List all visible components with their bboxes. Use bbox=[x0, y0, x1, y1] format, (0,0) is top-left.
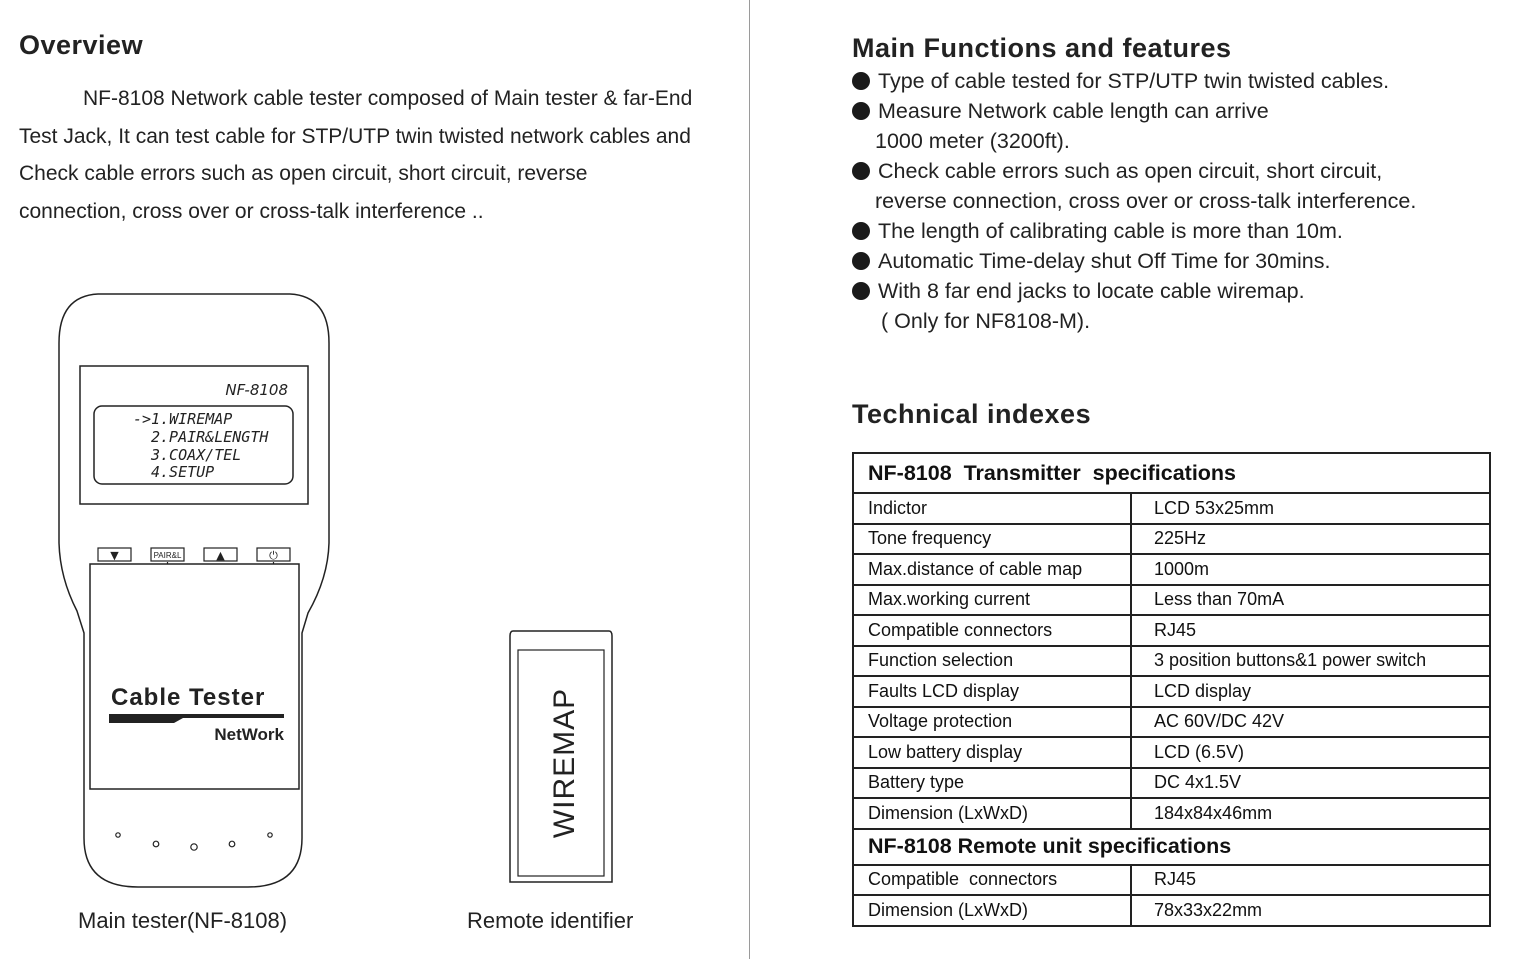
front-panel bbox=[90, 564, 299, 789]
bullet-icon bbox=[852, 102, 870, 120]
main-tester-caption: Main tester(NF-8108) bbox=[78, 908, 288, 933]
spec-key: Voltage protection bbox=[853, 707, 1131, 738]
spec-value: 184x84x46mm bbox=[1131, 798, 1490, 829]
spec-key: Dimension (LxWxD) bbox=[853, 895, 1131, 926]
remote-wiremap-label: WIREMAP bbox=[548, 687, 581, 839]
table-row bbox=[853, 676, 1490, 707]
table-row bbox=[853, 646, 1490, 677]
spec-value: Less than 70mA bbox=[1131, 585, 1490, 616]
remote-identifier-illustration bbox=[509, 630, 613, 884]
features-heading: Main Functions and features bbox=[852, 33, 1232, 63]
left-page bbox=[0, 0, 750, 959]
features-list bbox=[852, 66, 1522, 336]
main-tester-illustration bbox=[58, 293, 330, 889]
table-row bbox=[853, 585, 1490, 616]
spec-value: 78x33x22mm bbox=[1131, 895, 1490, 926]
spec-value: 3 position buttons&1 power switch bbox=[1131, 646, 1490, 677]
page-divider bbox=[749, 0, 750, 959]
table-section-header bbox=[853, 829, 1490, 865]
overview-heading: Overview bbox=[19, 30, 144, 60]
spec-key: Battery type bbox=[853, 768, 1131, 799]
spec-value: LCD display bbox=[1131, 676, 1490, 707]
remote-caption: Remote identifier bbox=[467, 908, 634, 933]
spec-value: RJ45 bbox=[1131, 865, 1490, 896]
spec-value: AC 60V/DC 42V bbox=[1131, 707, 1490, 738]
table-row bbox=[853, 554, 1490, 585]
table-row bbox=[853, 865, 1490, 896]
bullet-icon bbox=[852, 282, 870, 300]
lcd-menu-item: 4.SETUP bbox=[151, 463, 215, 481]
lcd-menu-item: ->1.WIREMAP bbox=[133, 410, 233, 428]
spec-key: Low battery display bbox=[853, 737, 1131, 768]
spec-key: Max.working current bbox=[853, 585, 1131, 616]
spec-key: Compatible connectors bbox=[853, 615, 1131, 646]
transmitter-title: NF-8108 Transmitter specifications bbox=[853, 453, 1490, 493]
brand-network: NetWork bbox=[214, 725, 284, 744]
spec-key: Function selection bbox=[853, 646, 1131, 677]
table-section-header bbox=[853, 453, 1490, 493]
table-row bbox=[853, 768, 1490, 799]
spec-value: DC 4x1.5V bbox=[1131, 768, 1490, 799]
lcd-menu-item: 2.PAIR&LENGTH bbox=[151, 428, 269, 446]
spec-key: Compatible connectors bbox=[853, 865, 1131, 896]
spec-value: RJ45 bbox=[1131, 615, 1490, 646]
feature-item: Check cable errors such as open circuit, short circuit, reverse connection, cross over or cross-talk interference. bbox=[852, 156, 1522, 216]
down-arrow-icon: ▼ bbox=[110, 549, 119, 562]
lcd-model-label: NF-8108 bbox=[225, 381, 288, 399]
table-row bbox=[853, 895, 1490, 926]
spec-key: Indictor bbox=[853, 493, 1131, 524]
table-row bbox=[853, 524, 1490, 555]
feature-item: The length of calibrating cable is more than 10m. bbox=[852, 216, 1522, 246]
bullet-icon bbox=[852, 162, 870, 180]
spec-key: Max.distance of cable map bbox=[853, 554, 1131, 585]
spec-table bbox=[852, 452, 1491, 927]
overview-paragraph: NF-8108 Network cable tester composed of Main tester & far-End Test Jack, It can test cable for STP/UTP twin twisted network cables and Check cable errors such as open circuit, short circuit, reverse connection, cross over or cross-talk interference .. bbox=[19, 87, 693, 223]
up-arrow-icon: ▲ bbox=[216, 549, 225, 562]
brand-cable-tester: Cable Tester bbox=[111, 684, 266, 711]
spec-key: Dimension (LxWxD) bbox=[853, 798, 1131, 829]
table-row bbox=[853, 707, 1490, 738]
spec-key: Faults LCD display bbox=[853, 676, 1131, 707]
pair-length-label: PAIR&L bbox=[153, 551, 182, 560]
bullet-icon bbox=[852, 252, 870, 270]
spec-key: Tone frequency bbox=[853, 524, 1131, 555]
feature-item: With 8 far end jacks to locate cable wiremap. ( Only for NF8108-M). bbox=[852, 276, 1522, 336]
technical-heading: Technical indexes bbox=[852, 399, 1092, 429]
remote-unit-title: NF-8108 Remote unit specifications bbox=[853, 829, 1490, 865]
table-row bbox=[853, 493, 1490, 524]
bullet-icon bbox=[852, 222, 870, 240]
feature-item: Measure Network cable length can arrive 1000 meter (3200ft). bbox=[852, 96, 1522, 156]
spec-value: 1000m bbox=[1131, 554, 1490, 585]
right-page bbox=[751, 0, 1524, 959]
table-row bbox=[853, 737, 1490, 768]
spec-value: 225Hz bbox=[1131, 524, 1490, 555]
table-row bbox=[853, 615, 1490, 646]
spec-value: LCD (6.5V) bbox=[1131, 737, 1490, 768]
feature-item: Automatic Time-delay shut Off Time for 30mins. bbox=[852, 246, 1522, 276]
bullet-icon bbox=[852, 72, 870, 90]
lcd-menu-item: 3.COAX/TEL bbox=[151, 446, 242, 464]
power-icon: ⏻ bbox=[269, 549, 278, 562]
spec-value: LCD 53x25mm bbox=[1131, 493, 1490, 524]
feature-item: Type of cable tested for STP/UTP twin twisted cables. bbox=[852, 66, 1522, 96]
table-row bbox=[853, 798, 1490, 829]
